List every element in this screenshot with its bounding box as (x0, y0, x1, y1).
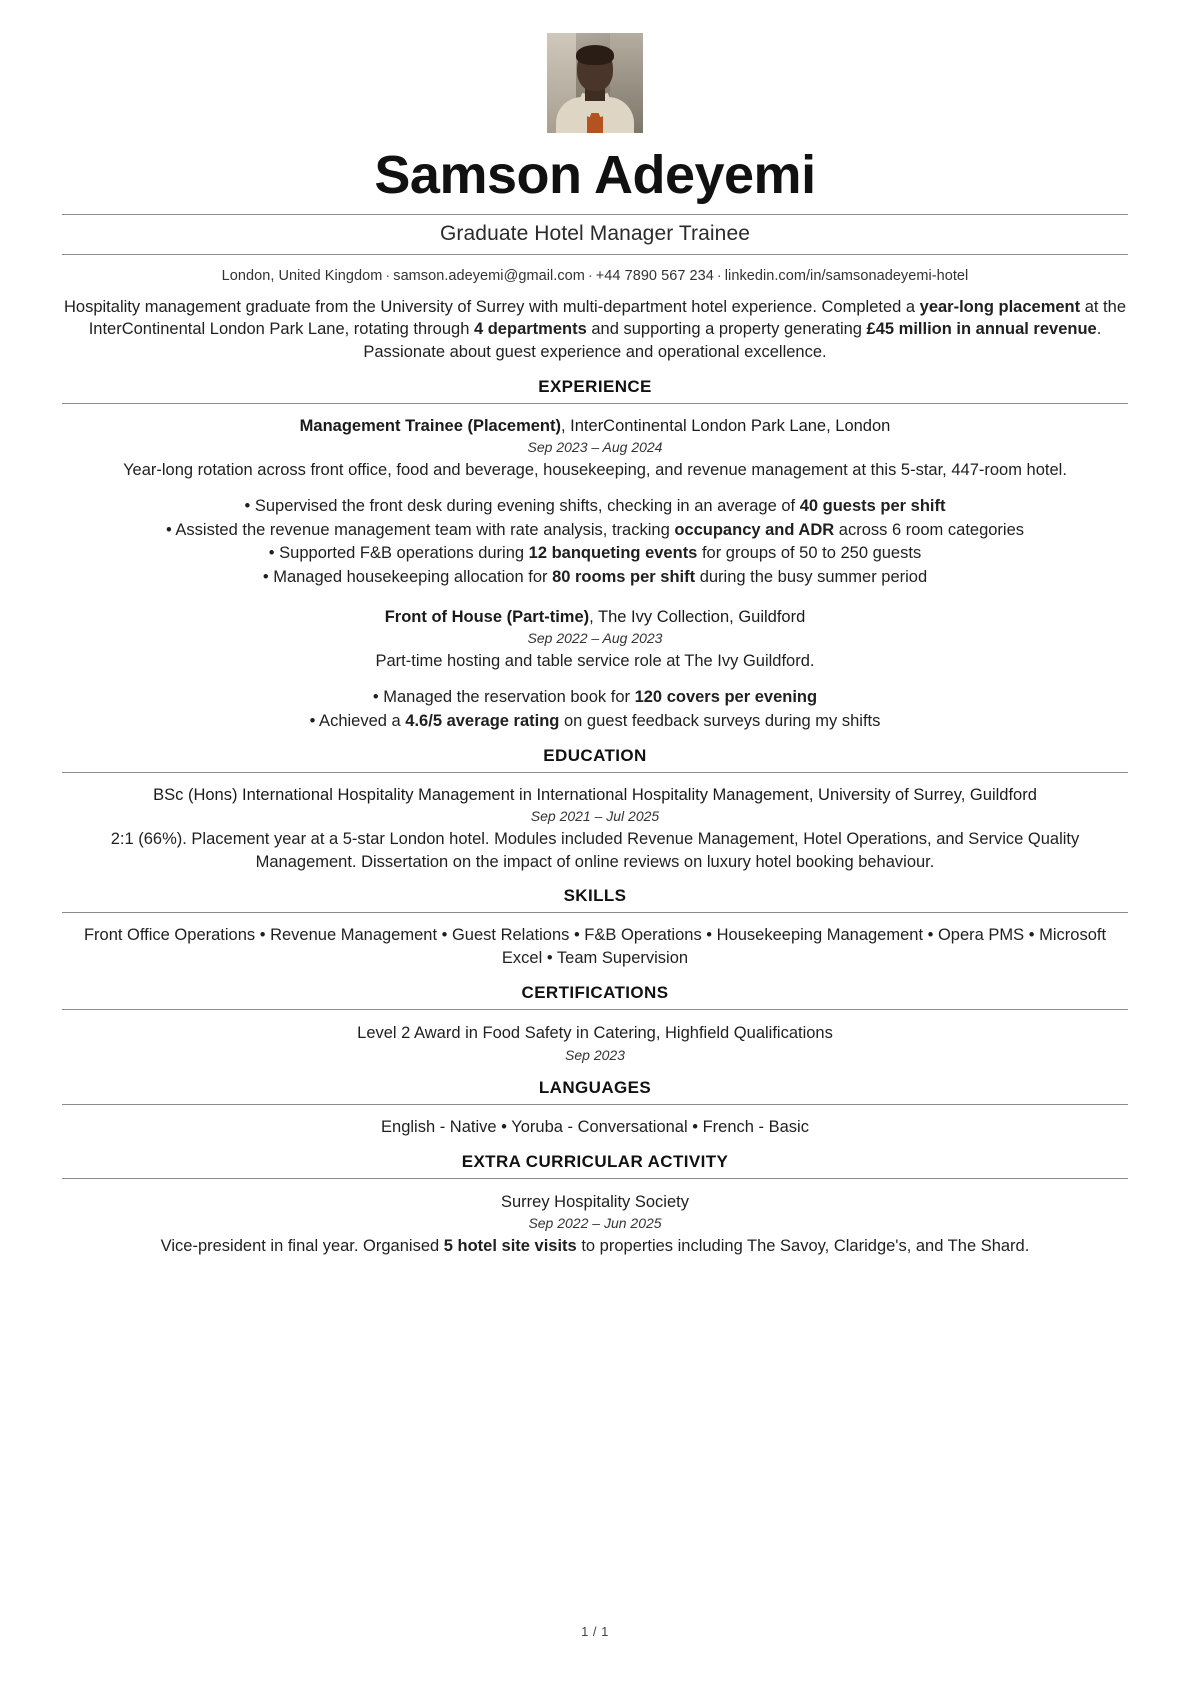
experience-bullets (62, 672, 1128, 733)
extracurricular-entry (62, 1190, 1128, 1258)
section-heading-certifications: CERTIFICATIONS (521, 982, 669, 1002)
contact-linkedin[interactable]: linkedin.com/in/samsonadeyemi-hotel (724, 267, 969, 284)
experience-entry (62, 415, 1128, 589)
bullet-item: • Supervised the front desk during evening shifts, checking in an average of 40 guests per shift (244, 497, 946, 516)
experience-bullets (62, 481, 1128, 589)
section-heading-extracurricular: EXTRA CURRICULAR ACTIVITY (461, 1151, 729, 1171)
experience-title-line (62, 415, 1128, 437)
languages-list: English - Native • Yoruba - Conversational • French - Basic (381, 1117, 809, 1136)
contact-email[interactable]: samson.adeyemi@gmail.com (393, 267, 585, 284)
section-heading-experience: EXPERIENCE (538, 376, 652, 396)
education-degree: BSc (Hons) International Hospitality Management in International Hospitality Management, University of Surrey, Guildford (153, 786, 1037, 805)
section-heading-languages: LANGUAGES (538, 1077, 652, 1097)
professional-summary: Hospitality management graduate from the University of Surrey with multi-department hotel experience. Completed a year-long placement at the InterContinental London Park Lane, rotating through 4 departments and supporting a property generating £45 million in annual revenue. Passionate about guest experience and operational excellence. (64, 297, 1126, 362)
section-heading-skills: SKILLS (563, 886, 627, 906)
extracurricular-description: Vice-president in final year. Organised 5 hotel site visits to properties including The Savoy, Claridge's, and The Shard. (160, 1236, 1030, 1255)
education-date: Sep 2021 – Jul 2025 (530, 808, 660, 825)
experience-title-line (62, 606, 1128, 628)
experience-description: Part-time hosting and table service role at The Ivy Guildford. (375, 651, 815, 670)
photo-hair (576, 45, 614, 65)
bullet-item: • Supported F&B operations during 12 banqueting events for groups of 50 to 250 guests (268, 544, 922, 563)
section-heading-education: EDUCATION (543, 746, 647, 766)
section-body-languages (62, 1105, 1128, 1139)
entry-spacer (62, 589, 1128, 606)
contact-separator-3: · (716, 267, 722, 284)
skills-list: Front Office Operations • Revenue Management • Guest Relations • F&B Operations • Housekeeping Management • Opera PMS • Microsoft Excel • Team Supervision (83, 926, 1107, 968)
section-body-extracurricular (62, 1179, 1128, 1258)
page-footer: 1 / 1 (581, 1624, 609, 1639)
contact-phone[interactable]: +44 7890 567 234 (595, 267, 714, 284)
bullet-item: • Managed housekeeping allocation for 80 rooms per shift during the busy summer period (262, 567, 928, 586)
section-body-skills (62, 913, 1128, 970)
profile-photo (547, 33, 643, 133)
experience-role: Front of House (Part-time) (384, 608, 590, 626)
bullet-item: • Assisted the revenue management team with rate analysis, tracking occupancy and ADR across 6 room categories (165, 520, 1025, 539)
extracurricular-date: Sep 2022 – Jun 2025 (528, 1215, 662, 1232)
extracurricular-name: Surrey Hospitality Society (501, 1192, 689, 1211)
experience-date: Sep 2023 – Aug 2024 (527, 439, 663, 456)
experience-date: Sep 2022 – Aug 2023 (527, 630, 663, 647)
candidate-name: Samson Adeyemi (374, 145, 816, 205)
certification-name: Level 2 Award in Food Safety in Catering, Highfield Qualifications (357, 1023, 833, 1042)
experience-description: Year-long rotation across front office, food and beverage, housekeeping, and revenue management at this 5-star, 447-room hotel. (123, 460, 1067, 479)
experience-entry (62, 606, 1128, 733)
bullet-item: • Managed the reservation book for 120 covers per evening (372, 688, 818, 707)
candidate-title: Graduate Hotel Manager Trainee (439, 221, 750, 245)
section-body-certifications (62, 1010, 1128, 1065)
certification-date: Sep 2023 (565, 1046, 625, 1063)
section-body-experience (62, 404, 1128, 733)
education-entry (62, 784, 1128, 873)
experience-role: Management Trainee (Placement) (299, 416, 561, 435)
education-description: 2:1 (66%). Placement year at a 5-star London hotel. Modules included Revenue Management, Hotel Operations, and Service Quality Management. Dissertation on the impact of online reviews on luxury hotel booking behaviour. (110, 829, 1080, 871)
bullet-item: • Achieved a 4.6/5 average rating on guest feedback surveys during my shifts (309, 711, 881, 730)
experience-company: , InterContinental London Park Lane, London (561, 416, 891, 435)
profile-photo-container (62, 0, 1128, 133)
contact-line (62, 255, 1128, 284)
experience-company: , The Ivy Collection, Guildford (589, 608, 806, 626)
certification-entry (62, 1021, 1128, 1065)
contact-location: London, United Kingdom (221, 267, 383, 284)
contact-separator-2: · (587, 267, 593, 284)
contact-separator-1: · (385, 267, 391, 284)
section-body-education (62, 773, 1128, 873)
